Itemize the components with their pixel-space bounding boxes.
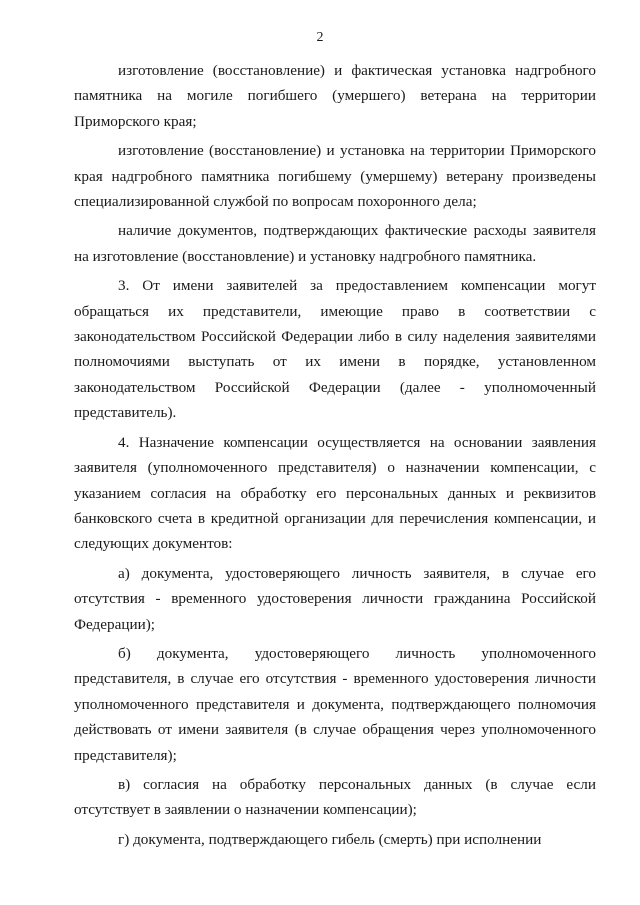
paragraph-item-4-application: 4. Назначение компенсации осуществляется на основании заявления заявителя (уполномоченного представителя) о назначении компенсации, с указанием согласия на обработку его персональных данных и реквизитов банковского счета в кредитной организации для перечисления компенсации, и следующих документов: — [74, 433, 596, 553]
paragraph-subitem-a: а) документа, удостоверяющего личность заявителя, в случае его отсутствия - временного удостоверения личности гражданина Российской Федерации); — [74, 564, 596, 633]
paragraph-subitem-g: г) документа, подтверждающего гибель (смерть) при исполнении — [118, 830, 542, 848]
page-number: 2 — [316, 30, 324, 45]
paragraph-item-3-representatives: 3. От имени заявителей за предоставлением компенсации могут обращаться их представители, имеющие право в соответствии с законодательством Российской Федерации либо в силу наделения заявителями полномочиями выступать от их имени в порядке, установленном законодательством Российской Федерации (далее - уполномоченный представитель). — [74, 277, 596, 422]
document-body — [74, 58, 596, 852]
paragraph-expense-documents: наличие документов, подтверждающих фактические расходы заявителя на изготовление (восстановление) и установку надгробного памятника. — [74, 222, 596, 265]
paragraph-subitem-b: б) документа, удостоверяющего личность уполномоченного представителя, в случае его отсутствия - временного удостоверения личности уполномоченного представителя и документа, подтверждающего полномочия действовать от имени заявителя (в случае обращения через уполномоченного представителя); — [74, 644, 596, 764]
paragraph-installation-by-service: изготовление (восстановление) и установка на территории Приморского края надгробного памятника погибшему (умершему) ветерану произведены специализированной службой по вопросам похоронного дела; — [74, 142, 596, 211]
paragraph-installation-on-grave: изготовление (восстановление) и фактическая установка надгробного памятника на могиле погибшего (умершего) ветерана на территории Приморского края; — [74, 62, 596, 130]
paragraph-subitem-v: в) согласия на обработку персональных данных (в случае если отсутствует в заявлении о назначении компенсации); — [74, 775, 596, 819]
